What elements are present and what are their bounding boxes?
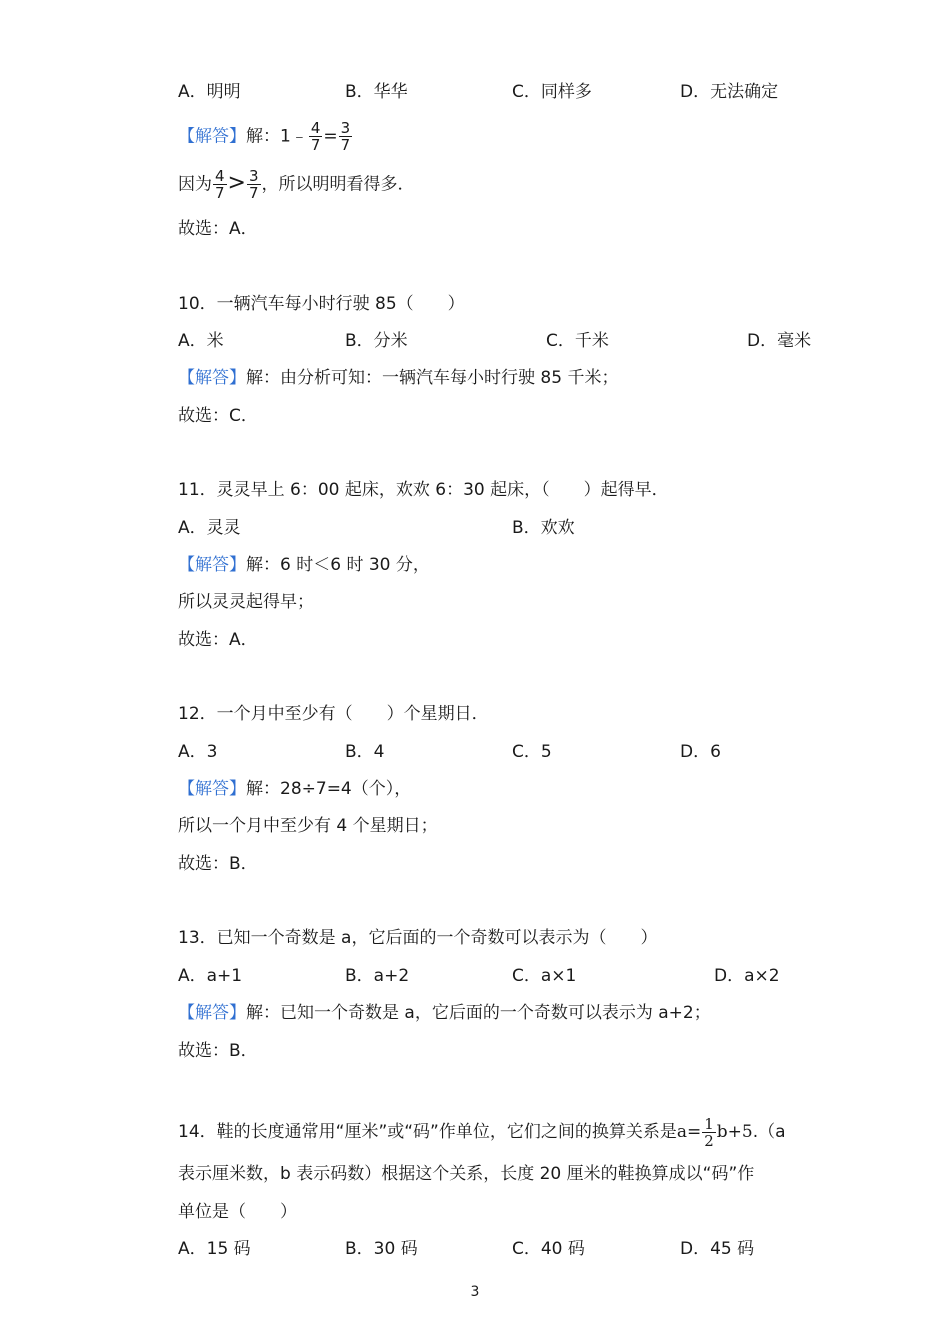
q13-option-a: A．a+1 bbox=[178, 966, 243, 986]
q14-question-line1: 14．鞋的长度通常用“厘米”或“码”作单位，它们之间的换算关系是a= $\frac{1}{2}$ b+5.（a bbox=[178, 1115, 786, 1150]
q10-solution: 【解答】解：由分析可知：一辆汽车每小时行驶 85 千米； bbox=[178, 368, 619, 388]
q14-option-d: D．45 码 bbox=[680, 1239, 755, 1259]
q14-question-line3: 单位是（ ） bbox=[178, 1202, 297, 1222]
q9-answer-tag: 【解答】 bbox=[178, 126, 246, 147]
q12-question: 12．一个月中至少有（ ）个星期日． bbox=[178, 704, 489, 724]
q14-formula-fraction: $\frac{1}{2}$ bbox=[704, 1115, 714, 1150]
q14-option-c: C．40 码 bbox=[512, 1239, 585, 1259]
q14-formula: a= $\frac{1}{2}$ b+5 bbox=[676, 1115, 753, 1150]
q12-option-a: A．3 bbox=[178, 742, 218, 762]
q14-option-b: B．30 码 bbox=[345, 1239, 418, 1259]
q13-option-b: B．a+2 bbox=[345, 966, 410, 986]
q14-option-a: A．15 码 bbox=[178, 1239, 251, 1259]
q10-choice: 故选：C． bbox=[178, 406, 258, 426]
q10-option-a: A．米 bbox=[178, 331, 224, 351]
q13-answer-tag: 【解答】 bbox=[178, 1003, 246, 1023]
q13-question: 13．已知一个奇数是 a，它后面的一个奇数可以表示为（ ） bbox=[178, 928, 658, 948]
q14-question-line2: 表示厘米数，b 表示码数）根据这个关系，长度 20 厘米的鞋换算成以“码”作 bbox=[178, 1164, 755, 1184]
q9-fraction-3-7: $\frac{3}{7}$ bbox=[340, 119, 351, 154]
q9-option-d: D．无法确定 bbox=[680, 82, 779, 102]
q9-sol1-eq: = bbox=[323, 126, 338, 147]
q9-option-b: B．华华 bbox=[345, 82, 408, 102]
q9-sol2-prefix: 因为 bbox=[178, 174, 212, 195]
q11-solution-line2: 所以灵灵起得早； bbox=[178, 592, 314, 612]
q11-choice: 故选：A． bbox=[178, 630, 258, 650]
q11-option-b: B．欢欢 bbox=[512, 518, 575, 538]
q13-option-c: C．a×1 bbox=[512, 966, 577, 986]
q11-answer-tag: 【解答】 bbox=[178, 555, 246, 575]
q9-sol2-suffix: ，所以明明看得多． bbox=[261, 174, 415, 195]
q13-solution: 【解答】解：已知一个奇数是 a，它后面的一个奇数可以表示为 a+2； bbox=[178, 1003, 711, 1023]
q9-fraction-4-7-b: $\frac{4}{7}$ bbox=[215, 167, 225, 202]
q12-option-d: D．6 bbox=[680, 742, 721, 762]
q12-answer-tag: 【解答】 bbox=[178, 779, 246, 799]
q9-option-a: A．明明 bbox=[178, 82, 241, 102]
q12-option-b: B．4 bbox=[345, 742, 385, 762]
page-number: 3 bbox=[470, 1284, 480, 1300]
q10-option-b: B．分米 bbox=[345, 331, 408, 351]
q9-option-c: C．同样多 bbox=[512, 82, 592, 102]
q11-option-a: A．灵灵 bbox=[178, 518, 241, 538]
q10-option-c: C．千米 bbox=[546, 331, 609, 351]
q9-greater-than: > bbox=[227, 170, 246, 196]
q12-solution: 【解答】解：28÷7=4（个）， bbox=[178, 779, 412, 799]
q12-choice: 故选：B． bbox=[178, 854, 258, 874]
q9-fraction-4-7: $\frac{4}{7}$ bbox=[310, 119, 321, 154]
q10-answer-tag: 【解答】 bbox=[178, 368, 246, 388]
q10-question: 10．一辆汽车每小时行驶 85（ ） bbox=[178, 294, 465, 314]
q9-solution-line1 bbox=[178, 120, 353, 153]
q11-solution: 【解答】解：6 时＜6 时 30 分， bbox=[178, 555, 430, 575]
q9-choice: 故选：A． bbox=[178, 219, 258, 239]
q12-solution-line2: 所以一个月中至少有 4 个星期日； bbox=[178, 816, 438, 836]
q12-option-c: C．5 bbox=[512, 742, 552, 762]
q9-fraction-3-7-b: $\frac{3}{7}$ bbox=[248, 167, 259, 202]
q13-option-d: D．a×2 bbox=[714, 966, 780, 986]
q9-sol1-prefix: 解：1﹣ bbox=[246, 126, 308, 147]
q11-question: 11．灵灵早上 6：00 起床，欢欢 6：30 起床，（ ）起得早． bbox=[178, 480, 669, 500]
q13-choice: 故选：B． bbox=[178, 1041, 258, 1061]
q9-solution-line2 bbox=[178, 168, 415, 201]
q10-option-d: D．毫米 bbox=[747, 331, 812, 351]
